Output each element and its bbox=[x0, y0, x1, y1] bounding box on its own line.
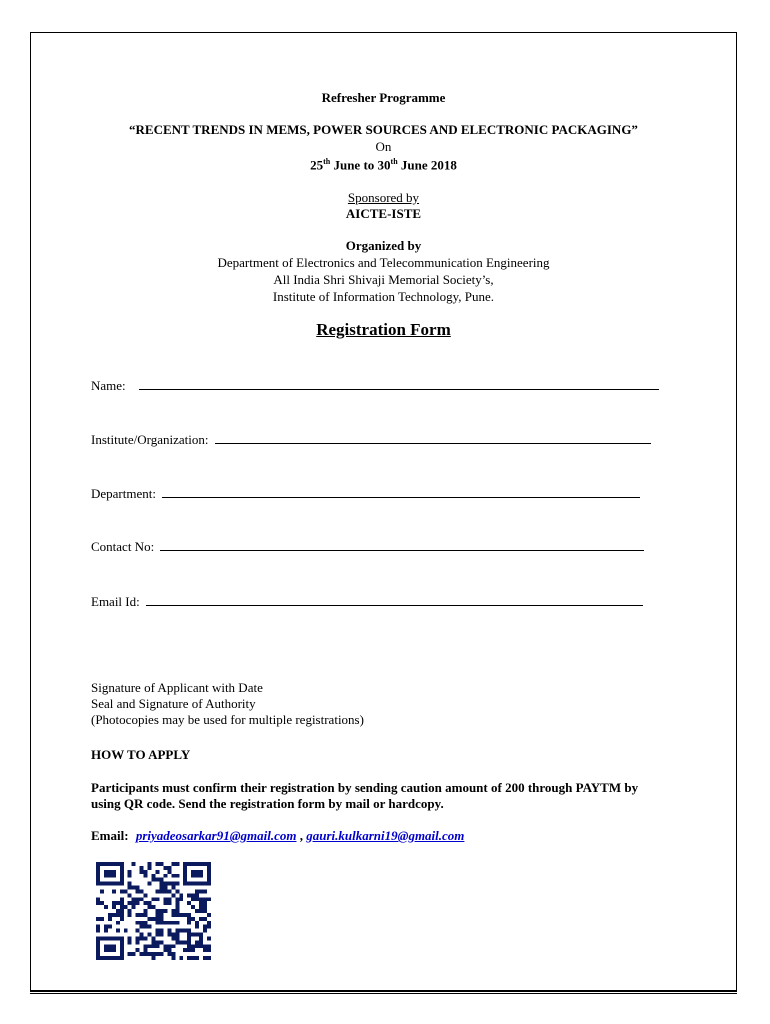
contact-label: Contact No: bbox=[91, 539, 155, 554]
email-link-1[interactable]: priyadeosarkar91@gmail.com bbox=[135, 828, 297, 843]
email-row bbox=[91, 828, 464, 844]
seal-line: Seal and Signature of Authority bbox=[91, 696, 256, 711]
programme-dates: 25th June to 30th June 2018 bbox=[310, 157, 457, 173]
form-heading: Registration Form bbox=[316, 320, 451, 339]
page-border bbox=[30, 32, 737, 992]
programme-title: Refresher Programme bbox=[321, 90, 446, 105]
signature-line: Signature of Applicant with Date bbox=[91, 680, 263, 695]
sponsor-name: AICTE-ISTE bbox=[345, 206, 422, 221]
how-to-apply-heading: HOW TO APPLY bbox=[91, 747, 191, 762]
name-line[interactable] bbox=[139, 379, 659, 390]
institute-label: Institute/Organization: bbox=[91, 432, 209, 447]
department-field[interactable] bbox=[91, 486, 640, 502]
photocopy-note: (Photocopies may be used for multiple registrations) bbox=[91, 712, 364, 727]
name-label: Name: bbox=[91, 378, 126, 393]
sponsored-label: Sponsored by bbox=[347, 190, 420, 205]
instruction-line-1: Participants must confirm their registration by sending caution amount of 200 through PAYTM by bbox=[91, 780, 639, 795]
contact-line[interactable] bbox=[160, 540, 644, 551]
email-link-2[interactable]: gauri.kulkarni19@gmail.com bbox=[306, 828, 465, 843]
page-border-bottom bbox=[30, 990, 737, 994]
organizer-society: All India Shri Shivaji Memorial Society’s, bbox=[273, 272, 494, 287]
paytm-qr-code-icon bbox=[96, 862, 211, 960]
instruction-line-2: using QR code. Send the registration form by mail or hardcopy. bbox=[91, 796, 444, 811]
organizer-department: Department of Electronics and Telecommunication Engineering bbox=[217, 255, 550, 270]
department-line[interactable] bbox=[162, 487, 640, 498]
email-line[interactable] bbox=[146, 595, 643, 606]
on-label: On bbox=[375, 139, 392, 154]
email-row-label: Email: bbox=[91, 828, 129, 843]
department-label: Department: bbox=[91, 486, 156, 501]
name-field[interactable] bbox=[91, 378, 659, 394]
institute-field[interactable] bbox=[91, 432, 651, 448]
contact-field[interactable] bbox=[91, 539, 644, 555]
email-label: Email Id: bbox=[91, 594, 140, 609]
organizer-institute: Institute of Information Technology, Pune. bbox=[272, 289, 495, 304]
organized-label: Organized by bbox=[345, 238, 422, 253]
email-separator: , bbox=[296, 828, 307, 843]
institute-line[interactable] bbox=[215, 433, 651, 444]
email-field[interactable] bbox=[91, 594, 643, 610]
programme-theme: “RECENT TRENDS IN MEMS, POWER SOURCES AND ELECTRONIC PACKAGING” bbox=[129, 122, 638, 137]
